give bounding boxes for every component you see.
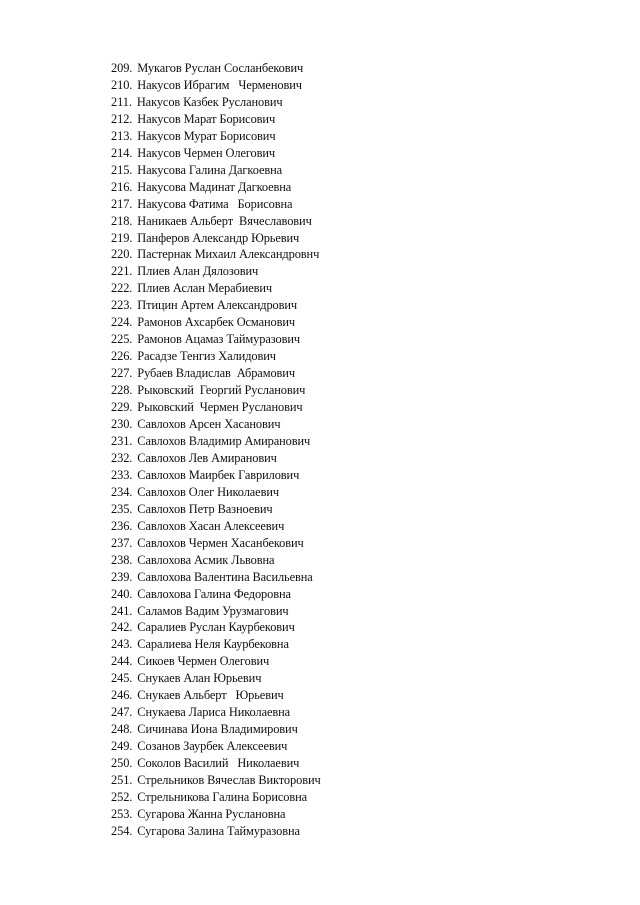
list-item bbox=[111, 77, 591, 94]
entry-number: 218. bbox=[111, 213, 133, 228]
list-item bbox=[111, 619, 591, 636]
entry-name: Плиев Алан Дялозович bbox=[137, 264, 259, 279]
entry-number: 232. bbox=[111, 450, 133, 465]
entry-name: Снукаев Алан Юрьевич bbox=[137, 671, 262, 686]
entry-number: 231. bbox=[111, 433, 133, 448]
list-item bbox=[111, 535, 591, 552]
list-item bbox=[111, 501, 591, 518]
list-item bbox=[111, 518, 591, 535]
entry-name: Накусов Марат Борисович bbox=[137, 111, 276, 126]
entry-number: 236. bbox=[111, 518, 133, 533]
list-item bbox=[111, 738, 591, 755]
list-item bbox=[111, 586, 591, 603]
entry-number: 216. bbox=[111, 179, 133, 194]
entry-number: 248. bbox=[111, 722, 133, 737]
list-item bbox=[111, 297, 591, 314]
list-item bbox=[111, 280, 591, 297]
entry-number: 240. bbox=[111, 586, 133, 601]
entry-name: Савлохов Чермен Хасанбекович bbox=[137, 535, 304, 550]
list-item bbox=[111, 111, 591, 128]
list-item bbox=[111, 789, 591, 806]
entry-name: Панферов Александр Юрьевич bbox=[137, 230, 300, 245]
list-item bbox=[111, 721, 591, 738]
list-item bbox=[111, 603, 591, 620]
entry-name: Савлохов Владимир Амиранович bbox=[137, 433, 311, 448]
entry-name: Птицин Артем Александрович bbox=[137, 298, 298, 313]
entry-name: Созанов Заурбек Алексеевич bbox=[137, 739, 288, 754]
list-item bbox=[111, 162, 591, 179]
list-item bbox=[111, 60, 591, 77]
entry-number: 219. bbox=[111, 230, 133, 245]
entry-name: Саламов Вадим Урузмагович bbox=[137, 603, 289, 618]
entry-name: Накусова Фатима Борисовна bbox=[137, 196, 293, 211]
list-item bbox=[111, 755, 591, 772]
entry-name: Пастернак Михаил Александровнч bbox=[137, 247, 320, 262]
entry-name: Савлохова Асмик Львовна bbox=[137, 552, 275, 567]
list-item bbox=[111, 653, 591, 670]
entry-name: Савлохов Лев Амиранович bbox=[137, 450, 277, 465]
list-item bbox=[111, 179, 591, 196]
entry-number: 250. bbox=[111, 756, 133, 771]
entry-name: Стрельников Вячеслав Викторович bbox=[137, 773, 321, 788]
list-item bbox=[111, 263, 591, 280]
entry-number: 227. bbox=[111, 366, 133, 381]
entry-name: Сикоев Чермен Олегович bbox=[137, 654, 270, 669]
entry-name: Снукаев Альберт Юрьевич bbox=[137, 688, 284, 703]
entry-number: 229. bbox=[111, 400, 133, 415]
entry-number: 217. bbox=[111, 196, 133, 211]
entry-number: 254. bbox=[111, 823, 133, 838]
entry-name: Рыковский Георгий Русланович bbox=[137, 383, 306, 398]
entry-name: Рыковский Чермен Русланович bbox=[137, 400, 303, 415]
list-item bbox=[111, 704, 591, 721]
entry-number: 226. bbox=[111, 349, 133, 364]
list-item bbox=[111, 670, 591, 687]
entry-number: 242. bbox=[111, 620, 133, 635]
list-item bbox=[111, 467, 591, 484]
entry-name: Плиев Аслан Мерабиевич bbox=[137, 281, 273, 296]
entry-number: 224. bbox=[111, 315, 133, 330]
list-item bbox=[111, 772, 591, 789]
list-item bbox=[111, 94, 591, 111]
list-item bbox=[111, 145, 591, 162]
list-item bbox=[111, 806, 591, 823]
entry-number: 251. bbox=[111, 773, 133, 788]
entry-number: 220. bbox=[111, 247, 133, 262]
entry-number: 221. bbox=[111, 264, 133, 279]
entry-name: Савлохова Галина Федоровна bbox=[137, 586, 291, 601]
entry-number: 237. bbox=[111, 535, 133, 550]
list-item bbox=[111, 213, 591, 230]
entry-number: 249. bbox=[111, 739, 133, 754]
list-item bbox=[111, 382, 591, 399]
entry-name: Рамонов Ахсарбек Османович bbox=[137, 315, 296, 330]
entry-name: Наникаев Альберт Вячеславович bbox=[137, 213, 312, 228]
entry-name: Мукагов Руслан Сосланбекович bbox=[137, 61, 304, 75]
entry-name: Рамонов Ацамаз Таймуразович bbox=[137, 332, 300, 347]
entry-name: Саралиев Руслан Каурбекович bbox=[137, 620, 295, 635]
entry-name: Стрельникова Галина Борисовна bbox=[137, 789, 308, 804]
list-item bbox=[111, 416, 591, 433]
entry-number: 246. bbox=[111, 688, 133, 703]
entry-name: Накусов Мурат Борисович bbox=[137, 128, 276, 143]
entry-name: Рубаев Владислав Абрамович bbox=[137, 366, 295, 381]
list-item bbox=[111, 399, 591, 416]
entry-number: 214. bbox=[111, 145, 133, 160]
entry-name: Накусова Галина Дагкоевна bbox=[137, 162, 283, 177]
entry-number: 233. bbox=[111, 467, 133, 482]
entry-number: 213. bbox=[111, 128, 133, 143]
entry-number: 228. bbox=[111, 383, 133, 398]
list-item bbox=[111, 365, 591, 382]
entry-number: 234. bbox=[111, 484, 133, 499]
list-item bbox=[111, 331, 591, 348]
entry-number: 244. bbox=[111, 654, 133, 669]
entry-name: Накусов Ибрагим Черменович bbox=[137, 77, 302, 92]
entry-number: 245. bbox=[111, 671, 133, 686]
entry-name: Савлохов Маирбек Гаврилович bbox=[137, 467, 300, 482]
list-item bbox=[111, 230, 591, 247]
entry-number: 252. bbox=[111, 789, 133, 804]
entry-number: 241. bbox=[111, 603, 133, 618]
entry-number: 215. bbox=[111, 162, 133, 177]
entry-number: 211. bbox=[111, 94, 132, 109]
entry-name: Савлохов Арсен Хасанович bbox=[137, 417, 281, 432]
list-item bbox=[111, 484, 591, 501]
list-item bbox=[111, 687, 591, 704]
entry-number: 209. bbox=[111, 61, 133, 75]
entry-name: Накусова Мадинат Дагкоевна bbox=[137, 179, 292, 194]
entry-name: Савлохов Петр Вазноевич bbox=[137, 501, 273, 516]
entry-name: Сугарова Жанна Руслановна bbox=[137, 806, 286, 821]
entry-number: 223. bbox=[111, 298, 133, 313]
entry-name: Саралиева Неля Каурбековна bbox=[137, 637, 289, 652]
entry-name: Соколов Василий Николаевич bbox=[137, 756, 300, 771]
entry-number: 212. bbox=[111, 111, 133, 126]
list-item bbox=[111, 348, 591, 365]
entry-name: Савлохов Хасан Алексеевич bbox=[137, 518, 285, 533]
entry-number: 210. bbox=[111, 77, 133, 92]
list-item bbox=[111, 433, 591, 450]
list-item bbox=[111, 314, 591, 331]
entry-name: Савлохова Валентина Васильевна bbox=[137, 569, 313, 584]
entry-name: Савлохов Олег Николаевич bbox=[137, 484, 279, 499]
name-list bbox=[111, 60, 591, 840]
list-item bbox=[111, 450, 591, 467]
entry-number: 225. bbox=[111, 332, 133, 347]
entry-number: 253. bbox=[111, 806, 133, 821]
list-item bbox=[111, 636, 591, 653]
list-item bbox=[111, 552, 591, 569]
list-item bbox=[111, 246, 591, 263]
entry-number: 230. bbox=[111, 417, 133, 432]
list-item bbox=[111, 569, 591, 586]
entry-name: Расадзе Тенгиз Халидович bbox=[137, 349, 276, 364]
entry-name: Накусов Чермен Олегович bbox=[137, 145, 276, 160]
list-item bbox=[111, 823, 591, 840]
list-item bbox=[111, 196, 591, 213]
entry-number: 238. bbox=[111, 552, 133, 567]
entry-name: Сугарова Залина Таймуразовна bbox=[137, 823, 300, 838]
entry-name: Накусов Казбек Русланович bbox=[136, 94, 283, 109]
entry-number: 235. bbox=[111, 501, 133, 516]
entry-number: 239. bbox=[111, 569, 133, 584]
entry-number: 222. bbox=[111, 281, 133, 296]
entry-name: Сичинава Иона Владимирович bbox=[137, 722, 298, 737]
entry-number: 243. bbox=[111, 637, 133, 652]
entry-number: 247. bbox=[111, 705, 133, 720]
entry-name: Снукаева Лариса Николаевна bbox=[137, 705, 291, 720]
list-item bbox=[111, 128, 591, 145]
